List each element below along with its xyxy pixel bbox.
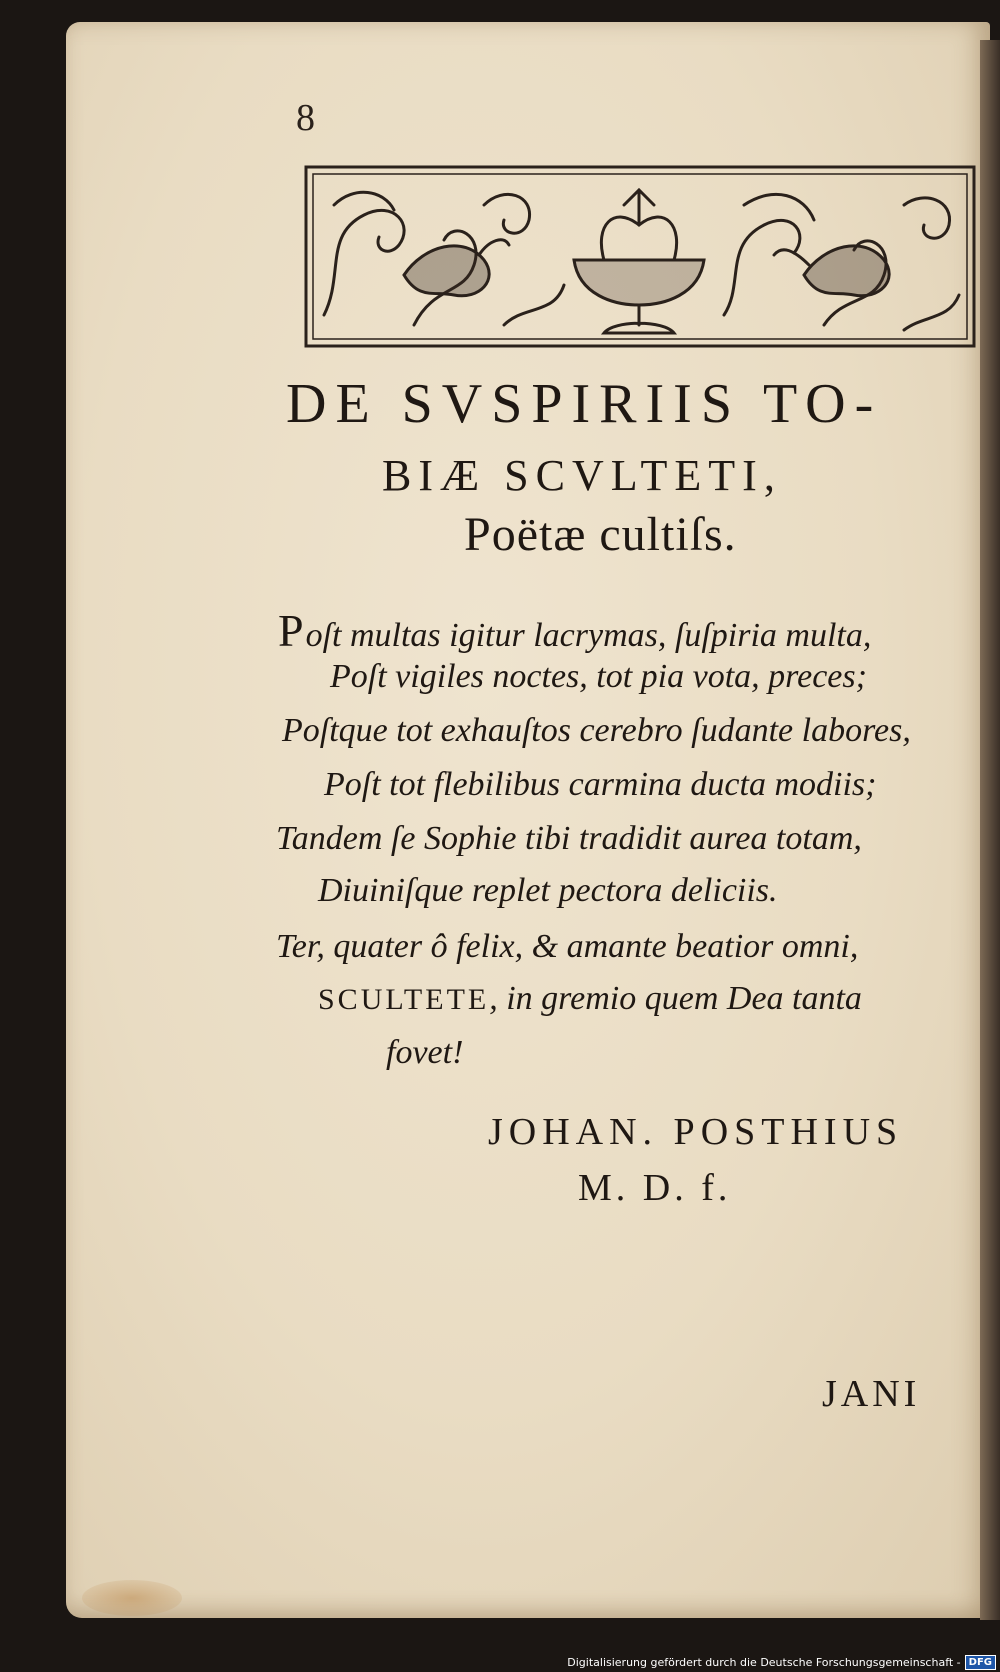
title-line-3: Poëtæ cultiſs. bbox=[464, 508, 737, 561]
poem-line-text: oſt multas igitur lacrymas, ſuſpiria multa, bbox=[305, 617, 872, 654]
title-line-1: DE SVSPIRIIS TO- bbox=[286, 373, 883, 435]
headpiece-ornament-icon bbox=[304, 165, 976, 348]
author-signature: JOHAN. POSTHIUS bbox=[488, 1111, 904, 1153]
credit-text: Digitalisierung gefördert durch die Deutsche Forschungsgemeinschaft - bbox=[567, 1655, 961, 1669]
author-title: M. D. f. bbox=[578, 1167, 732, 1209]
poem-line-1 bbox=[278, 604, 871, 657]
addressee-name: SCULTETE bbox=[318, 983, 490, 1016]
poem-line-2: Poſt vigiles noctes, tot pia vota, preces; bbox=[330, 658, 867, 695]
poem-line-7: Ter, quater ô felix, & amante beatior omni, bbox=[276, 928, 859, 965]
poem-line-6: Diuiniſque replet pectora deliciis. bbox=[318, 872, 778, 909]
digitization-credit bbox=[567, 1653, 996, 1671]
poem-line-3: Poſtque tot exhauſtos cerebro ſudante labores, bbox=[282, 712, 911, 749]
poem-line-8 bbox=[318, 980, 862, 1018]
drop-cap: P bbox=[278, 605, 304, 656]
book-edge bbox=[980, 40, 1000, 1620]
paper-stain bbox=[82, 1580, 182, 1616]
page-number: 8 bbox=[296, 97, 315, 139]
poem-line-9: fovet! bbox=[386, 1034, 464, 1071]
dfg-logo-icon: DFG bbox=[965, 1655, 996, 1670]
catchword: JANI bbox=[822, 1373, 921, 1415]
title-line-2: BIÆ SCVLTETI, bbox=[382, 451, 782, 500]
poem-line-4: Poſt tot flebilibus carmina ducta modiis; bbox=[324, 766, 877, 803]
poem-line-5: Tandem ſe Sophie tibi tradidit aurea totam, bbox=[276, 820, 862, 857]
poem-line-text: , in gremio quem Dea tanta bbox=[489, 980, 862, 1017]
